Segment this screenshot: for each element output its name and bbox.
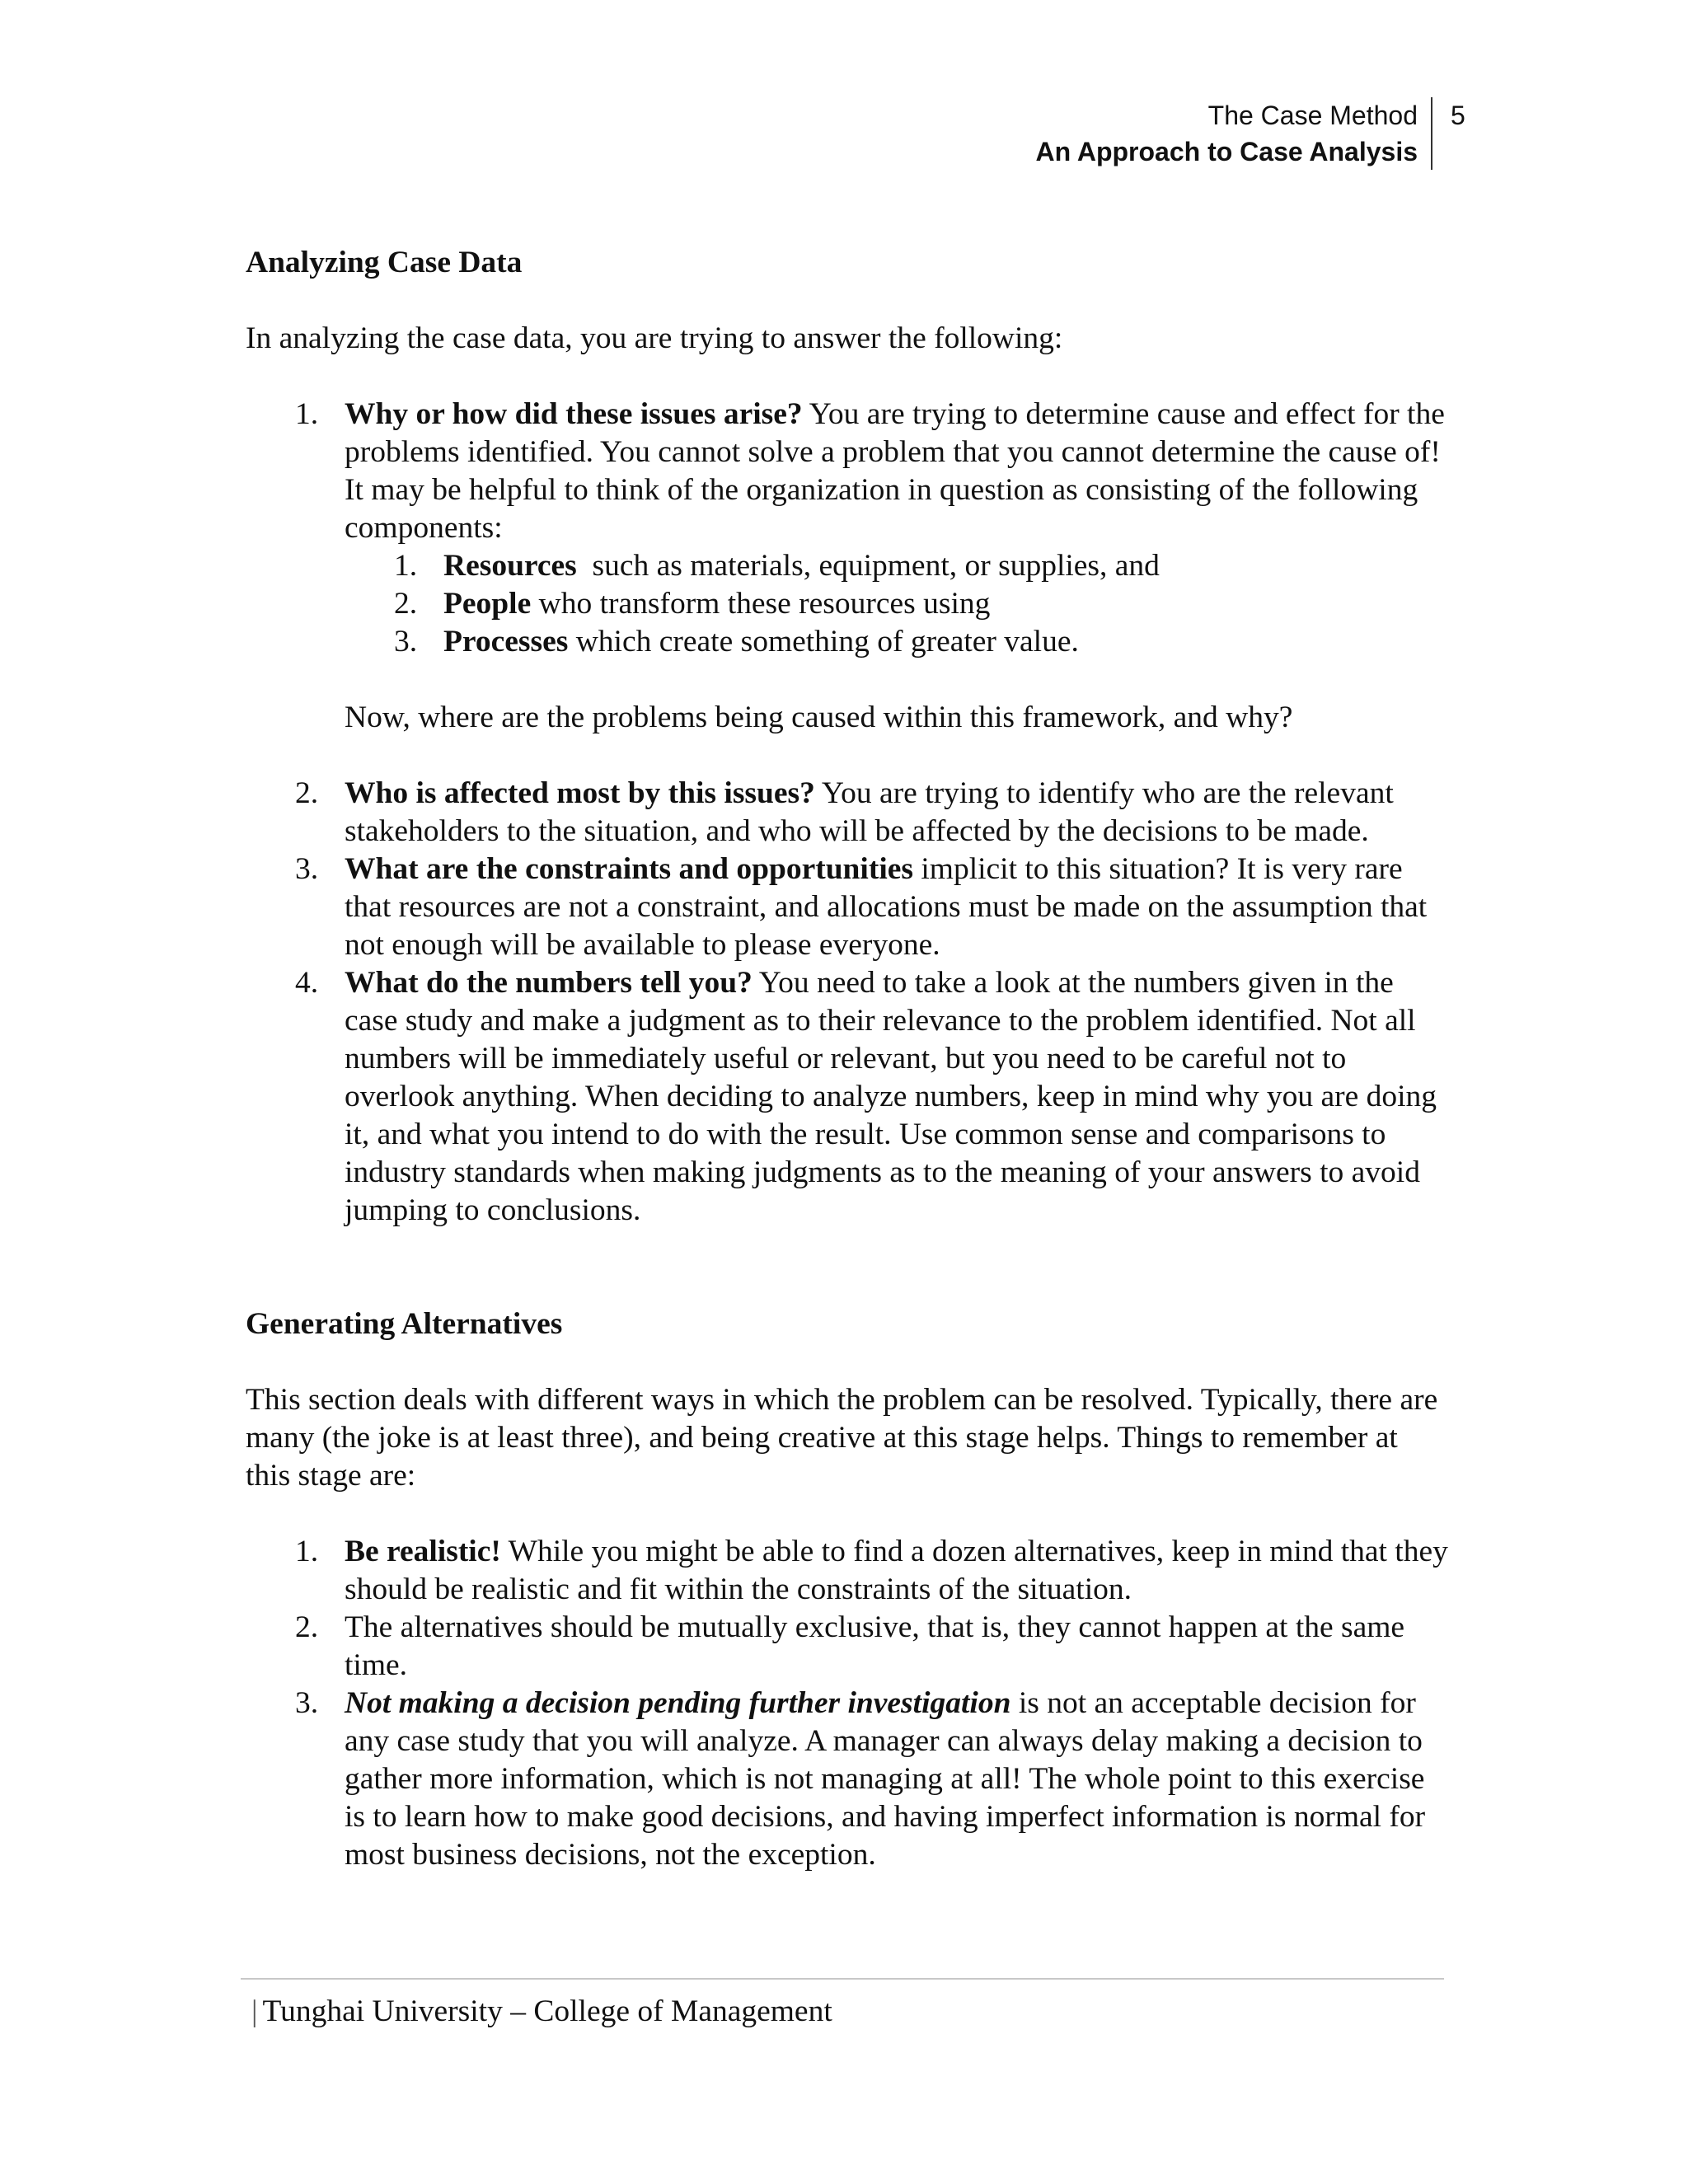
sublist-item-text: who transform these resources using — [531, 587, 991, 621]
list-item-bold: Why or how did these issues arise? — [345, 397, 803, 431]
sublist-item-bold: Processes — [443, 625, 569, 658]
list-item — [246, 1533, 1449, 1609]
page-content — [246, 244, 1449, 1874]
sublist-item — [345, 623, 1449, 661]
sublist-number: 1. — [394, 549, 418, 583]
header-title: The Case Method — [1207, 101, 1418, 130]
list-number: 1. — [295, 1535, 319, 1568]
sublist-item-bold: Resources — [443, 549, 577, 583]
components-sublist — [345, 547, 1449, 661]
list-item-text: implicit to this situation? It is very rare that resources are not a constraint, and allocations must be made on the assumption that not enough will be available to please everyone. — [345, 852, 1428, 962]
page-number: 5 — [1451, 101, 1465, 130]
sublist-item — [345, 585, 1449, 623]
list-number: 1. — [295, 397, 319, 431]
list-item-bold: What do the numbers tell you? — [345, 966, 753, 1000]
analysis-questions-list — [246, 396, 1449, 1230]
sublist-item — [345, 547, 1449, 585]
alternatives-list — [246, 1533, 1449, 1874]
list-item-text: is not an acceptable decision for any case study that you will analyze. A manager can always delay making a decision to gather more information, which is not managing at all! The whole point to this exercise is to learn how to make good decisions, and having imperfect information is normal for most business decisions, not the exception. — [345, 1686, 1426, 1872]
list-item-text: You are trying to identify who are the relevant stakeholders to the situation, and who will be affected by the decisions to be made. — [345, 776, 1394, 848]
list-item — [246, 964, 1449, 1230]
list-item-bold: Who is affected most by this issues? — [345, 776, 815, 810]
list-item-bold: What are the constraints and opportunities — [345, 852, 913, 886]
section-intro-analyzing: In analyzing the case data, you are trying to answer the following: — [246, 321, 1063, 355]
sublist-item-bold: People — [443, 587, 532, 621]
list-item-text: While you might be able to find a dozen alternatives, keep in mind that they should be realistic and fit within the constraints of the situation. — [345, 1535, 1448, 1606]
sublist-number: 2. — [394, 587, 418, 621]
list-number: 3. — [295, 852, 319, 886]
footer-text: Tunghai University – College of Management — [262, 1994, 832, 2028]
list-item — [246, 1609, 1449, 1685]
framework-question: Now, where are the problems being caused within this framework, and why? — [345, 701, 1293, 734]
sublist-item-text: such as materials, equipment, or supplies, and — [576, 549, 1160, 583]
sublist-number: 3. — [394, 625, 418, 658]
section-heading-analyzing: Analyzing Case Data — [246, 246, 523, 279]
section-intro-alternatives: This section deals with different ways in which the problem can be resolved. Typically, there are many (the joke is at least three), and being creative at this stage helps. Things to remember at this stage are: — [246, 1383, 1438, 1493]
list-item-text: You need to take a look at the numbers given in the case study and make a judgment as to their relevance to the problem identified. Not all numbers will be immediately useful or relevant, but you need to be careful not to overlook anything. When deciding to analyze numbers, keep in mind why you are doing it, and what you intend to do with the result. Use common sense and comparisons to industry standards when making judgments as to the meaning of your answers to avoid jumping to conclusions. — [345, 966, 1437, 1227]
header-subtitle: An Approach to Case Analysis — [1035, 137, 1418, 166]
list-item-bold-italic: Not making a decision pending further investigation — [345, 1686, 1011, 1720]
list-number: 3. — [295, 1686, 319, 1720]
page-footer — [251, 1993, 832, 2031]
list-item — [246, 396, 1449, 737]
list-item — [246, 851, 1449, 964]
footer-bar: | — [251, 1994, 258, 2028]
footer-divider — [241, 1978, 1444, 1980]
list-item — [246, 1685, 1449, 1874]
list-number: 4. — [295, 966, 319, 1000]
list-item-text: You are trying to determine cause and effect for the problems identified. You cannot solve a problem that you cannot determine the cause of! It may be helpful to think of the organization in question as consisting of the following components: — [345, 397, 1445, 545]
page-header — [1035, 97, 1432, 170]
list-number: 2. — [295, 1610, 319, 1644]
sublist-item-text: which create something of greater value. — [568, 625, 1079, 658]
section-heading-alternatives: Generating Alternatives — [246, 1307, 563, 1341]
list-item — [246, 775, 1449, 851]
list-item-text: The alternatives should be mutually exclusive, that is, they cannot happen at the same time. — [345, 1610, 1405, 1682]
list-item-bold: Be realistic! — [345, 1535, 501, 1568]
list-number: 2. — [295, 776, 319, 810]
